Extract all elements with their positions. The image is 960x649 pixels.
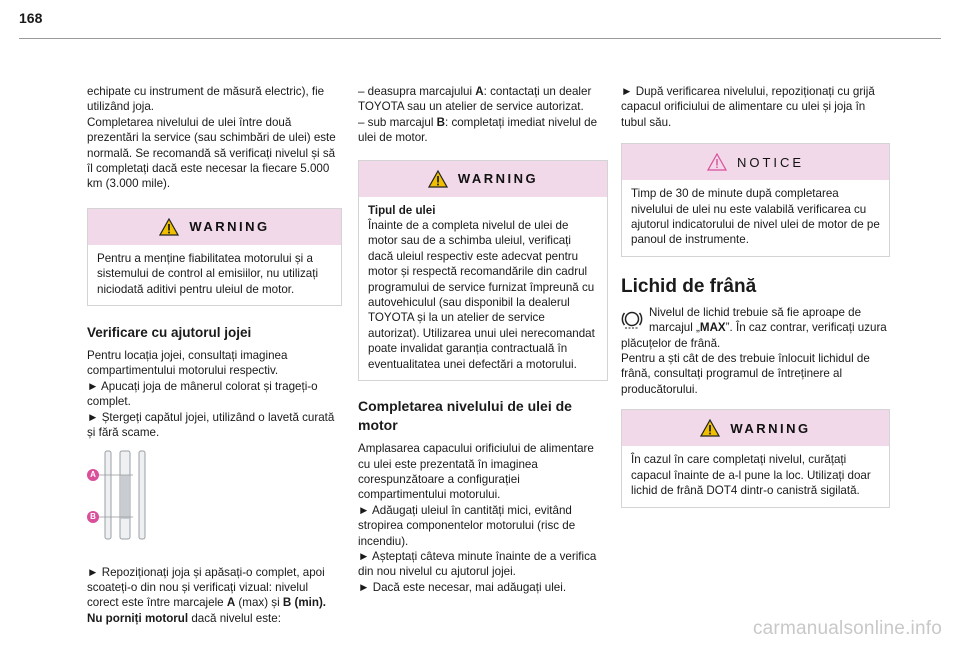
paragraph: ► Ștergeți capătul jojei, utilizând o lavetă curată și fără scame. [87,410,335,440]
brake-icon [621,308,643,330]
section-heading: Verificare cu ajutorul jojei [87,325,252,341]
paragraph: ► Așteptați câteva minute înainte de a verifica din nou nivelul cu ajutorul jojei. [358,549,597,579]
warning-text: În cazul în care completați nivelul, curățați capacul înainte de a-l pune la loc. Utilizați doar lichid de frână DOT4 dintr-o canistră sigilată. [631,453,871,498]
warning-icon [700,419,720,437]
paragraph: ► După verificarea nivelului, repoziționați cu grijă capacul orificiului de alimentare cu ulei și joja în tubul său. [621,85,875,129]
text: Nivelul de lichid trebuie să fie aproape de marcajul „ [649,305,862,335]
column-1 [87,84,342,626]
text: : contactați un dealer TOYOTA sau un atelier de service autorizat. [358,85,592,114]
text: (max) și [235,596,283,610]
page-number: 168 [19,10,43,26]
marker-a: A [87,469,99,481]
header-rule [19,38,941,39]
bold-text: Nu porniți motorul [87,611,189,625]
paragraph: ► Apucați joja de mânerul colorat și trageți-o complet. [87,379,318,409]
warning-icon [159,218,179,236]
dipstick-image [87,447,167,543]
paragraph: ► Dacă este necesar, mai adăugați ulei. [358,580,567,594]
warning-subtitle: Tipul de ulei [368,203,436,217]
text: ”. În caz contrar, verificați uzura plăcuțelor de frână. [621,321,887,350]
text: dacă nivelul este: [188,611,281,625]
column-3 [621,84,890,508]
paragraph: Pentru a ști cât de des trebuie înlocuit lichidul de frână, consultați programul de întreținere al producătorului. [621,352,870,396]
notice-header [622,144,889,180]
mark-a: A [226,596,236,610]
section-heading: Lichid de frână [621,275,757,297]
brake-paragraph [621,305,890,397]
list-item [358,115,608,146]
list-item [358,84,608,115]
warning-box [621,409,890,507]
column-2 [358,84,608,595]
warning-icon [428,170,448,188]
paragraph: ► Adăugați uleiul în cantități mici, evitând stropirea componentelor motorului (risc de incendiu). [358,503,576,548]
text: : completați imediat nivelul de ulei de motor. [358,115,598,145]
notice-icon [707,153,727,171]
text: ► Repoziționați joja și apăsați-o complet, apoi scoateți-o din nou și verificați vizual: nivelul corect este între marcajele [87,565,325,610]
warning-header [622,410,889,446]
notice-box [621,143,890,257]
paragraph [87,565,342,627]
marker-b: B [87,511,99,523]
dipstick-illustration [87,447,342,543]
warning-header [88,209,341,245]
watermark: carmanualsonline.info [752,618,942,639]
warning-text: Pentru a menține fiabilitatea motorului și a sistemului de control al emisiilor, nu utilizați niciodată aditivi pentru uleiul de motor. [97,251,319,296]
mark-a: A [475,85,484,98]
warning-header [359,161,607,197]
warning-title: WARNING [730,420,811,436]
warning-box [87,208,342,306]
warning-text: Înainte de a completa nivelul de ulei de motor sau de a schimba uleiul, verificați dacă uleiul respectiv este adecvat pentru motor și respectă recomandările din cadrul programului de service furnizat împreună cu autovehiculul (sau disponibil la dealerul TOYOTA și la un atelier de service autorizat). Utilizarea unui ulei nerecomandat poate invalidat garanția contractuală în eventualitatea unei defectări a motorului. [368,219,595,371]
paragraph: echipate cu instrument de măsură electric), fie utilizând joja. [87,85,325,114]
paragraph [621,305,890,351]
warning-box [358,160,608,381]
paragraph: Completarea nivelului de ulei între două prezentări la service (sau schimbări de ulei) este normală. Se recomandă să verificați nivelul și să îl completați dacă este necesar la fiecare 5.000 km (3.000 mile). [87,115,336,191]
text: – sub marcajul [358,115,437,129]
mark-b: B [436,115,445,129]
max-mark: MAX [699,321,726,335]
warning-title: WARNING [189,219,270,235]
notice-text: Timp de 30 de minute după completarea nivelului de ulei nu este valabilă verificarea cu ajutorul indicatorului de nivel ulei de motor de pe panoul de instrumente. [631,187,880,247]
notice-title: NOTICE [736,154,805,170]
mark-b: B (min). [282,596,327,610]
section-heading: Completarea nivelului de ulei de motor [358,398,572,434]
warning-title: WARNING [457,170,539,186]
paragraph: Amplasarea capacului orificiului de alimentare cu ulei este prezentată în imaginea corespunzătoare a configurației compartimentului motorului. [358,442,594,502]
text: – deasupra marcajului [358,85,476,98]
paragraph: Pentru locația jojei, consultați imaginea compartimentului motorului respectiv. [87,349,288,378]
